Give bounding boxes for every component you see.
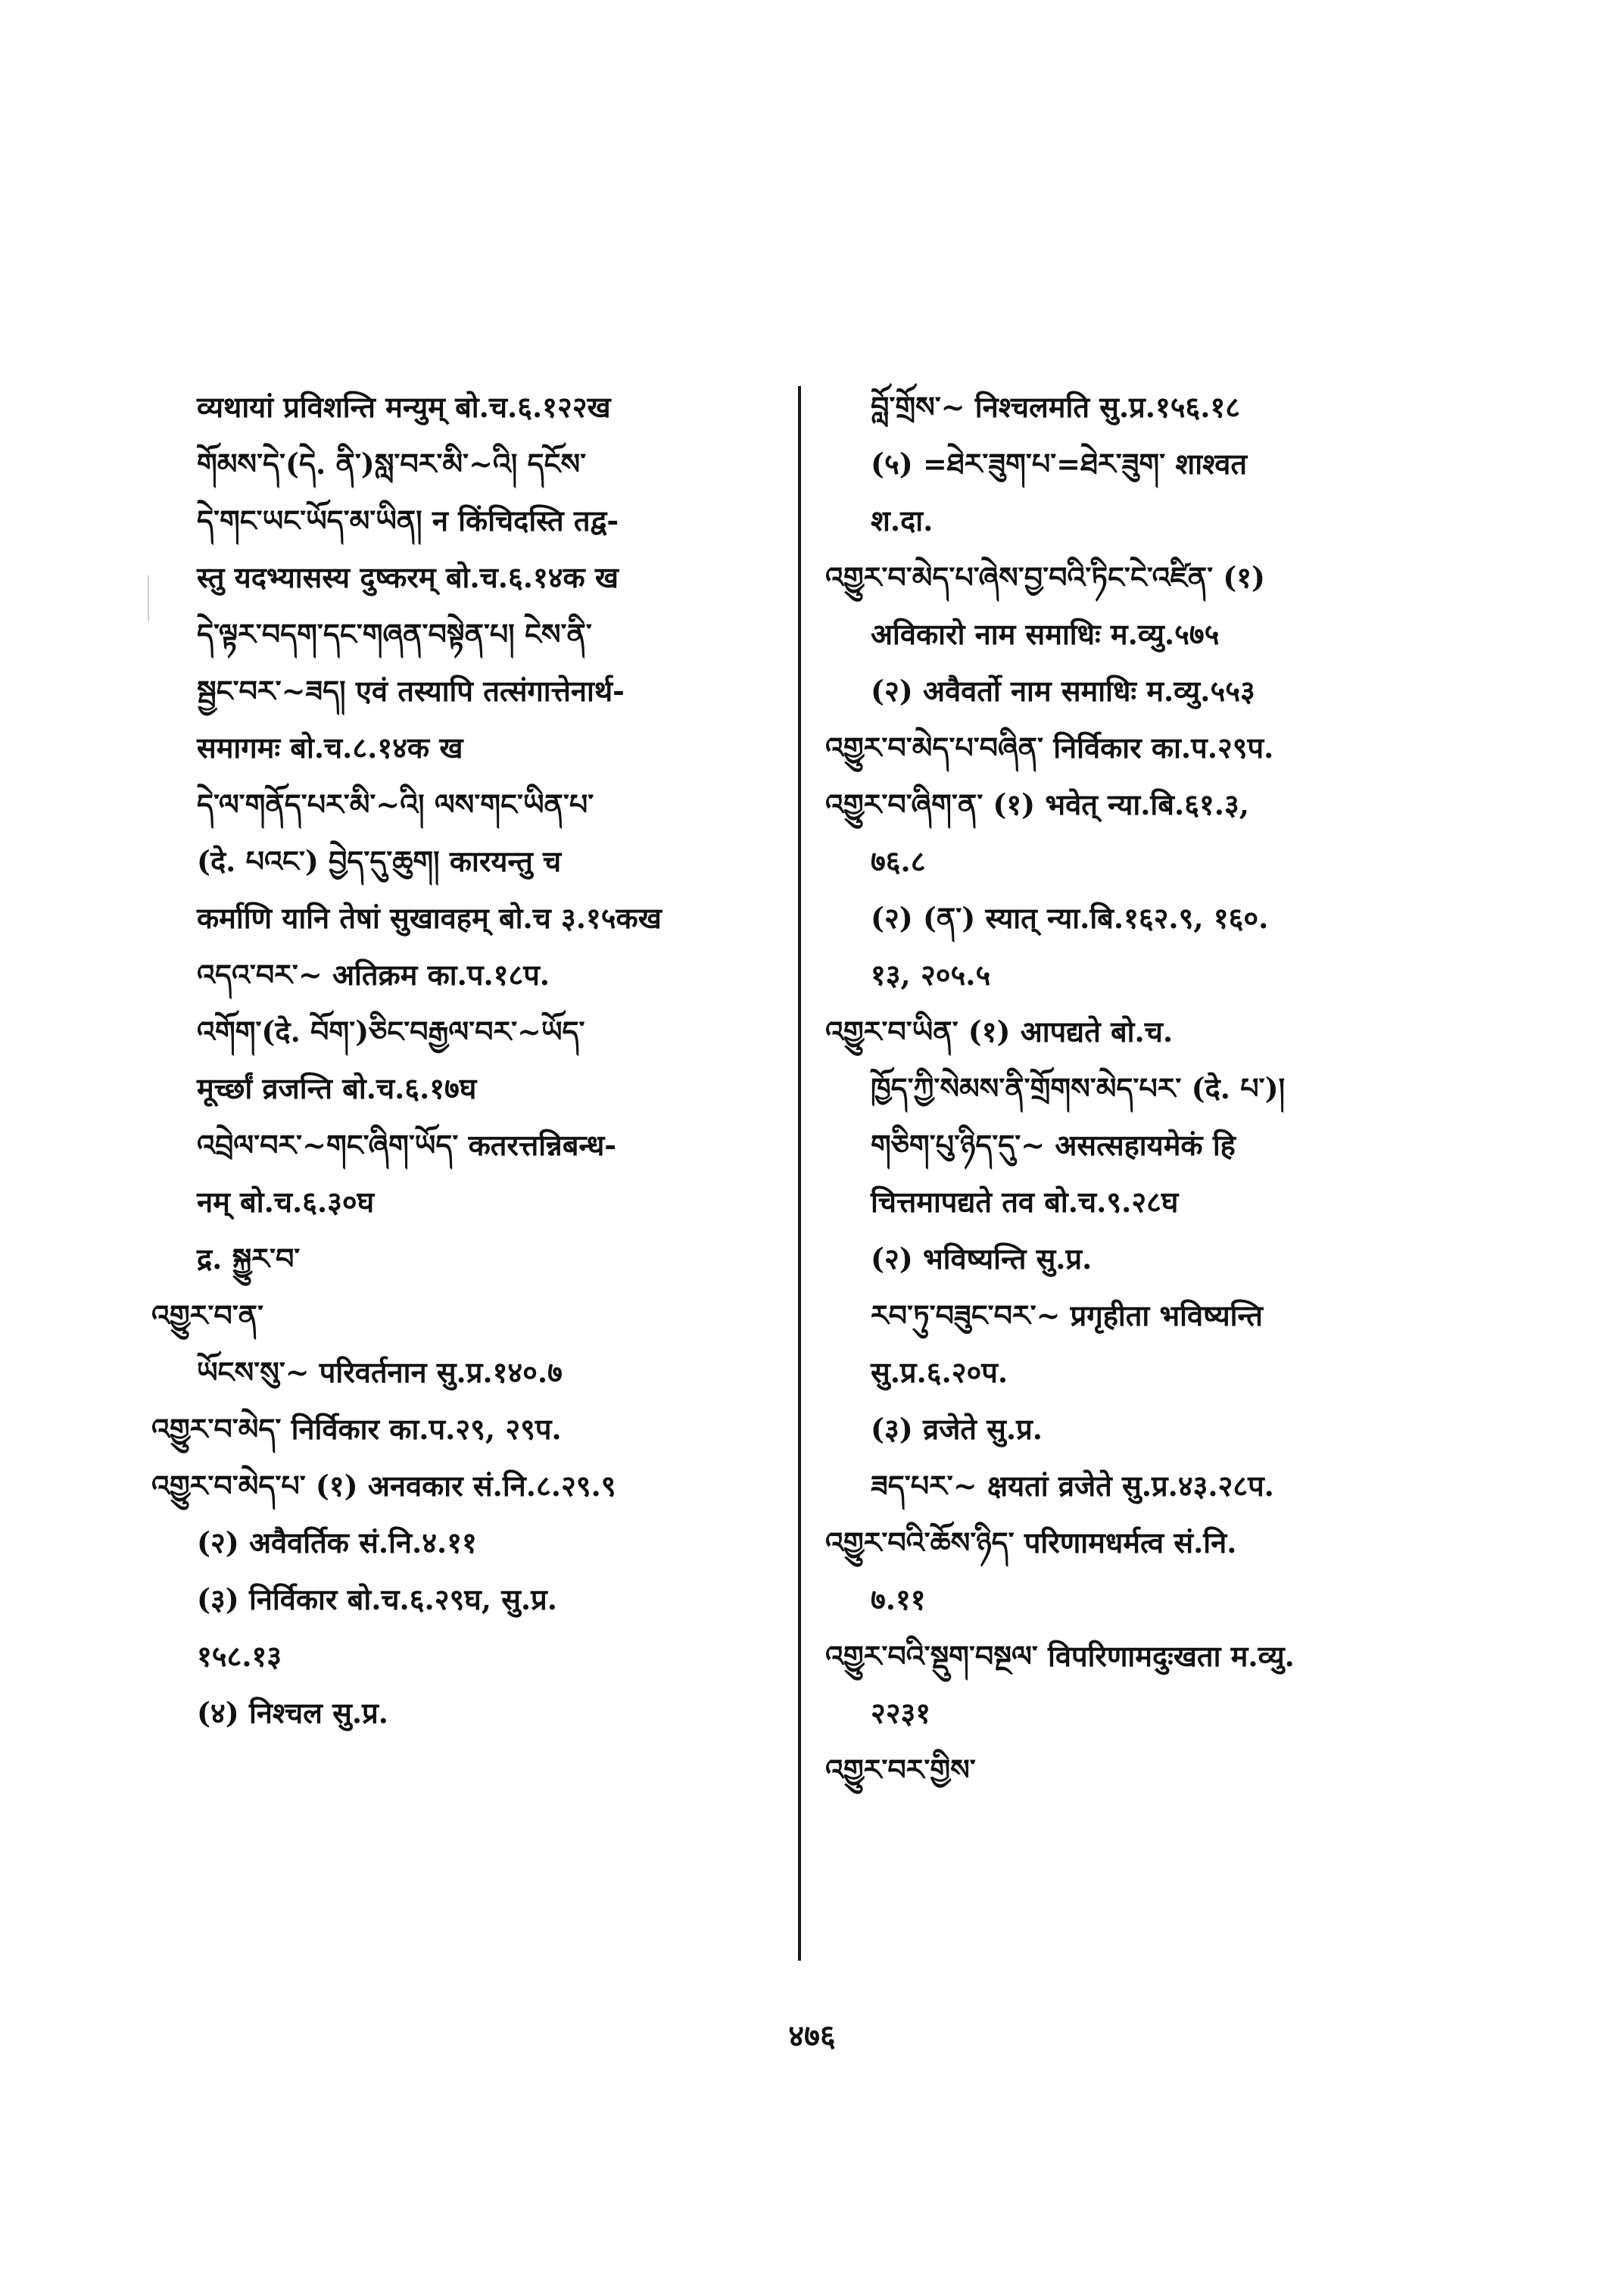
dictionary-line: འབྲེལ་བར་~གང་ཞིག་ཡོད་ कतरत्तन्निबन्ध- [197, 1128, 617, 1162]
dictionary-line: འགྱུར་བར་གྱིས་ [825, 1752, 976, 1787]
left-column [151, 379, 772, 1741]
dictionary-line: དེ་ལྟར་བདག་དང་གཞན་བསྟེན་པ། ངེས་ནི་ [197, 617, 592, 651]
dictionary-line: अविकारो नाम समाधिः म.व्यु.५७५ [871, 617, 1220, 651]
dictionary-line: སྦྱང་བར་~ཟད། एवं तस्यापि तत्संगात्तेनार्थ- [197, 674, 625, 708]
dictionary-line: བློ་གྲོས་~ निश्चलमति सु.प्र.१५६.१८ [871, 390, 1241, 424]
dictionary-line: འགྱུར་བ་ན་ [151, 1298, 264, 1332]
dictionary-line: (२) अवैवर्तो नाम समाधिः म.व्यु.५५३ [871, 674, 1255, 708]
dictionary-line: कर्माणि यानि तेषां सुखावहम् बो.च ३.१५कख [197, 901, 662, 935]
dictionary-line: དེ་ལ་གནོད་པར་མི་~འི། ལས་གང་ཡིན་པ་ [197, 787, 594, 821]
dictionary-line: (२) अवैवर्तिक सं.नि.४.११ [197, 1525, 477, 1559]
dictionary-line: འདའ་བར་~ अतिक्रम का.प.१८प. [197, 958, 550, 992]
dictionary-line: ७.११ [871, 1582, 926, 1616]
right-column [825, 379, 1461, 1798]
dictionary-line: ཁྱོད་ཀྱི་སེམས་ནི་གྲོགས་མེད་པར་ (दे. པ་)། [871, 1071, 1286, 1105]
dictionary-line: འགྱུར་བ་མེད་པ་ (१) अनवकार सं.नि.८.२९.९ [151, 1469, 616, 1503]
dictionary-line: द्र. སྐྱུར་བ་ [197, 1242, 301, 1276]
dictionary-line: सु.प्र.६.२०प. [871, 1355, 1008, 1389]
dictionary-line: འགྱུར་བ་མེད་པ་ཞེས་བྱ་བའི་ཏིང་ངེ་འཛིན་ (१) [825, 560, 1266, 594]
dictionary-line: १५८.१३ [197, 1639, 282, 1673]
dictionary-line: འགྱུར་བའི་སྡུག་བསྔལ་ विपरिणामदुःखता म.व्यु. [825, 1639, 1295, 1673]
page-number: ४७६ [788, 2018, 836, 2054]
dictionary-line: १३, २०५.५ [871, 958, 991, 992]
dictionary-line: འགྱུར་བ་ཡིན་ (१) आपद्यते बो.च. [825, 1014, 1174, 1048]
dictionary-line: གཅིག་པུ་ཉིད་དུ་~ असत्सहायमेकं हि [871, 1128, 1236, 1162]
dictionary-line: (३) निर्विकार बो.च.६.२९घ, सु.प्र. [197, 1582, 557, 1616]
dictionary-line: འགྱུར་བ་ཞིག་ན་ (१) भवेत् न्या.बि.६१.३, [825, 787, 1249, 821]
dictionary-line: नम् बो.च.६.३०घ [197, 1185, 375, 1219]
dictionary-line: २२३१ [871, 1696, 931, 1730]
dictionary-line: འགྱུར་བ་མེད་ निर्विकार का.प.२९, २९प. [151, 1412, 562, 1446]
dictionary-line: समागमः बो.च.८.१४क ख [197, 731, 463, 765]
dictionary-line: चित्तमापद्यते तव बो.च.९.२८घ [871, 1185, 1179, 1219]
dictionary-line: དེ་གང་ཡང་ཡོད་མ་ཡིན། न किंचिदस्ति तद्व- [197, 503, 619, 537]
dictionary-line: འགྱུར་བ་མེད་པ་བཞིན་ निर्विकार का.प.२९प. [825, 731, 1274, 765]
dictionary-line: རབ་ཏུ་བཟུང་བར་~ प्रगृहीता भविष्यन्ति [871, 1298, 1263, 1332]
dictionary-line: (५) =ཐེར་ཟུག་པ་=ཐེར་ཟུག་ शाश्वत [871, 447, 1248, 481]
dictionary-line: འགོག་(दे. བོག་)ཅིང་བརྒྱལ་བར་~ཡོད་ [197, 1014, 585, 1048]
dictionary-line: ७६.८ [871, 844, 926, 878]
scan-mark [148, 575, 149, 621]
column-divider [798, 386, 801, 1961]
dictionary-line: व्यथायां प्रविशन्ति मन्युम् बो.च.६.१२२ख [197, 390, 611, 424]
dictionary-line: གོམས་དེ་(དེ. ནི་)སླ་བར་མི་~འི། དངོས་ [197, 447, 587, 481]
dictionary-line: ཡོངས་སུ་~ परिवर्तनान सु.प्र.१४०.७ [197, 1355, 563, 1389]
dictionary-line: श.दा. [871, 503, 934, 537]
dictionary-line: འགྱུར་བའི་ཆོས་ཉིད་ परिणामधर्मत्व सं.नि. [825, 1525, 1237, 1559]
dictionary-line: ཟད་པར་~ क्षयतां व्रजेते सु.प्र.४३.२८प. [871, 1469, 1274, 1503]
dictionary-line: (२) (ན་) स्यात् न्या.बि.१६२.९, १६०. [871, 901, 1269, 935]
dictionary-line: (३) व्रजेते सु.प्र. [871, 1412, 1043, 1446]
dictionary-line: (४) निश्चल सु.प्र. [197, 1696, 388, 1730]
dictionary-line: (२) भविष्यन्ति सु.प्र. [871, 1242, 1093, 1276]
dictionary-line: (दे. པའང་) བྱེད་དུ་ཆུག། कारयन्तु च [197, 844, 562, 878]
dictionary-line: मूर्च्छां व्रजन्ति बो.च.६.१७घ [197, 1071, 477, 1105]
dictionary-line: स्तु यदभ्यासस्य दुष्करम् बो.च.६.१४क ख [197, 560, 619, 594]
